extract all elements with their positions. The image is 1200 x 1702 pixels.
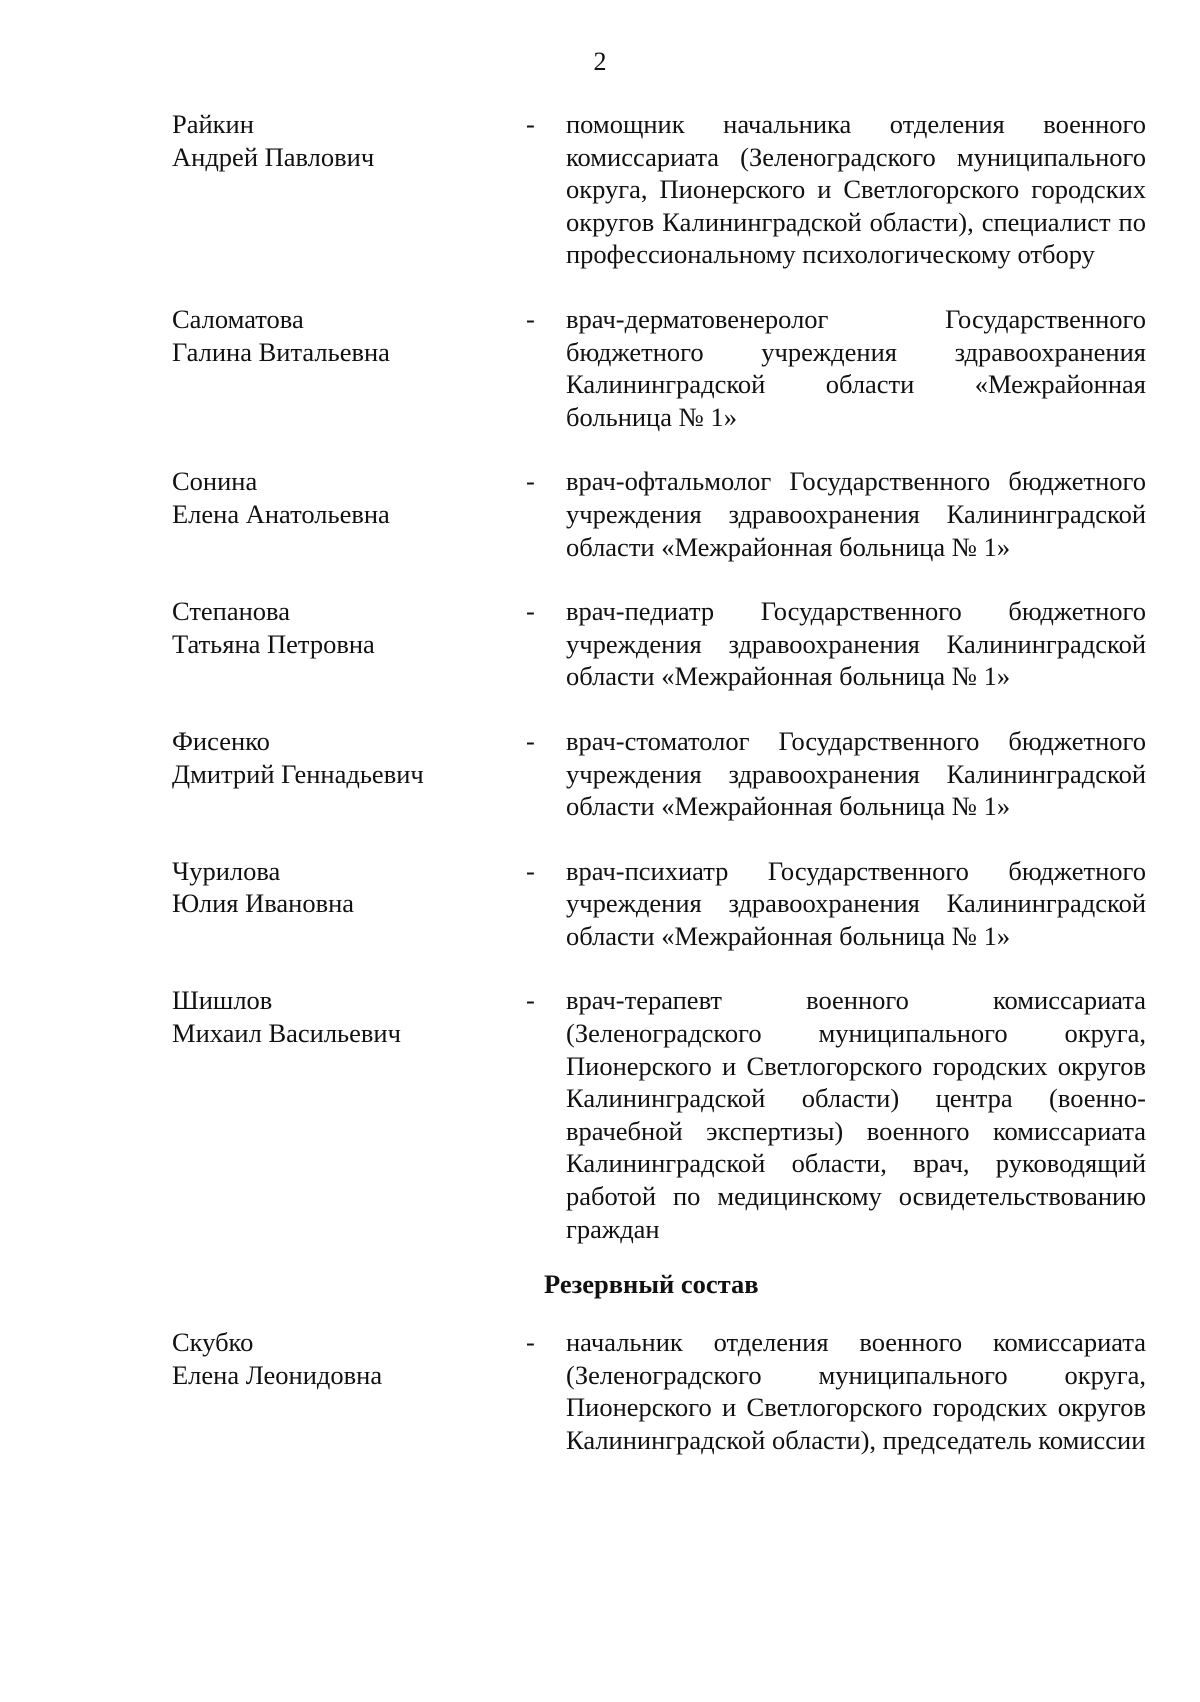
member-given-names: Михаил Васильевич [172,1018,401,1049]
member-entry [172,595,1148,693]
member-surname: Райкин [172,109,254,139]
member-entry [172,855,1148,953]
member-entry [172,725,1148,823]
member-name [172,108,512,173]
entry-dash: - [526,985,535,1016]
member-surname: Сонина [172,466,258,497]
member-surname: Чурилова [172,855,281,886]
member-name [172,725,512,790]
member-given-names: Дмитрий Геннадьевич [172,758,424,789]
entry-dash: - [526,466,535,497]
member-role: помощник начальника отделения военного комиссариата (Зеленоградского муниципального округа, Пионерского и Светлогорского городских округов Калининградской области), специалист по профессиональному психологическому отбору [566,109,1146,270]
entry-dash: - [526,725,535,756]
member-entry [172,465,1148,563]
entry-dash: - [526,303,535,334]
member-name [172,465,512,530]
member-role: врач-офтальмолог Государственного бюджетного учреждения здравоохранения Калининградской области «Межрайонная больница № 1» [566,466,1146,562]
member-surname: Степанова [172,596,290,627]
member-name [172,984,512,1049]
reserve-member-entry [172,1326,1148,1456]
member-entry [172,303,1148,433]
member-given-names: Юлия Ивановна [172,888,355,919]
member-surname: Фисенко [172,725,270,756]
member-entry [172,108,1148,271]
member-entry [172,984,1148,1245]
member-role: врач-стоматолог Государственного бюджетного учреждения здравоохранения Калининградской области «Межрайонная больница № 1» [566,725,1146,822]
commission-list [172,108,1148,1489]
member-name [172,595,512,660]
entry-dash: - [526,596,535,627]
entry-dash: - [526,1327,535,1358]
member-role: врач-дерматовенеролог Государственного бюджетного учреждения здравоохранения Калининградской области «Межрайонная больница № 1» [566,303,1146,432]
member-role: начальник отделения военного комиссариата (Зеленоградского муниципального округа, Пионерского и Светлогорского городских округов Калининградской области), председатель комиссии [566,1327,1146,1455]
member-surname: Шишлов [172,985,273,1016]
member-name [172,1326,512,1391]
member-role: врач-педиатр Государственного бюджетного учреждения здравоохранения Калининградской области «Межрайонная больница № 1» [566,596,1146,692]
entry-dash: - [526,855,535,886]
member-given-names: Татьяна Петровна [172,628,375,659]
entry-dash: - [526,109,535,139]
member-surname: Скубко [172,1327,254,1358]
member-surname: Саломатова [172,303,304,334]
member-role: врач-психиатр Государственного бюджетного учреждения здравоохранения Калининградской области «Межрайонная больница № 1» [566,855,1146,951]
member-name [172,855,512,920]
member-given-names: Галина Витальевна [172,336,390,367]
reserve-section-heading: Резервный состав [544,1269,759,1300]
member-given-names: Андрей Павлович [172,141,375,172]
member-name [172,303,512,368]
member-given-names: Елена Леонидовна [172,1359,383,1390]
member-given-names: Елена Анатольевна [172,498,390,529]
member-role: врач-терапевт военного комиссариата (Зеленоградского муниципального округа, Пионерского и Светлогорского городских округов Калининградской области) центра (военно-врачебной экспертизы) военного комиссариата Калининградской области, врач, руководящий работой по медицинскому освидетельствованию граждан [566,985,1146,1244]
page-number: 2 [593,47,607,76]
